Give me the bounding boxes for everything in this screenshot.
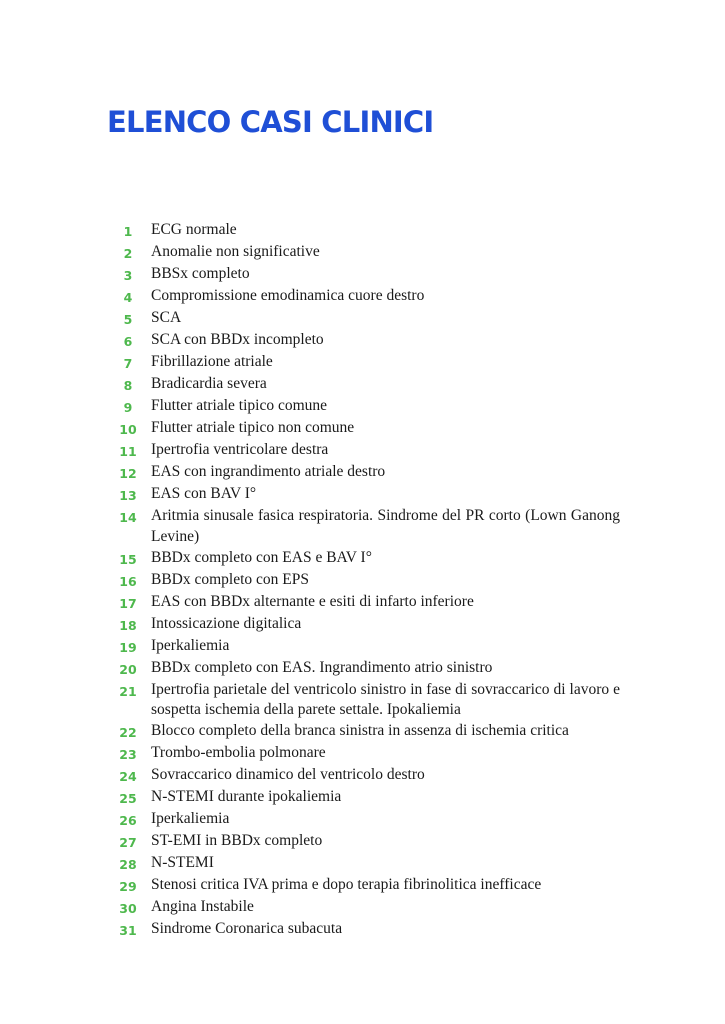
case-number: 22	[119, 725, 137, 741]
case-item	[105, 440, 620, 462]
case-number: 6	[123, 334, 133, 349]
case-label: BBDx completo con EPS	[151, 570, 310, 588]
case-number: 4	[123, 290, 133, 305]
case-number: 14	[119, 510, 137, 525]
case-number: 1	[123, 224, 133, 239]
case-item	[105, 787, 620, 809]
case-number: 31	[119, 923, 137, 939]
case-label: BBDx completo con EAS. Ingrandimento atrio sinistro	[151, 658, 493, 676]
case-number: 27	[119, 835, 137, 851]
case-item	[105, 897, 620, 919]
case-number: 17	[119, 595, 137, 611]
case-label: Flutter atriale tipico non comune	[151, 419, 355, 436]
case-item	[105, 220, 620, 242]
case-list	[105, 220, 620, 941]
case-item	[105, 352, 620, 374]
case-item	[105, 396, 620, 418]
case-number: 8	[123, 378, 133, 393]
case-item	[105, 548, 620, 570]
case-number: 23	[119, 747, 137, 763]
case-item	[105, 765, 620, 787]
case-item	[105, 286, 620, 308]
case-number: 7	[123, 356, 133, 371]
case-item	[105, 308, 620, 330]
case-number: 2	[123, 246, 133, 261]
case-item	[105, 853, 620, 875]
case-number: 28	[119, 857, 137, 873]
case-number: 15	[119, 551, 137, 567]
case-item	[105, 636, 620, 658]
case-number: 21	[119, 683, 137, 699]
case-number: 25	[119, 791, 137, 807]
case-item	[105, 680, 620, 722]
case-item	[105, 919, 620, 941]
case-number: 3	[123, 268, 133, 283]
case-label: Angina Instabile	[151, 898, 254, 916]
case-number: 29	[119, 879, 137, 895]
case-label: Ipertrofia parietale del ventricolo sinistro in fase di sovraccarico di lavoro e sospetta ischemia della parete settale. Ipokaliemia	[151, 680, 620, 719]
case-label: Trombo-embolia polmonare	[151, 744, 326, 762]
case-label: Blocco completo della branca sinistra in assenza di ischemia critica	[151, 722, 569, 740]
case-number: 24	[119, 769, 137, 785]
case-number: 11	[119, 444, 137, 459]
case-number: 9	[123, 400, 133, 415]
case-label: Aritmia sinusale fasica respiratoria. Sindrome del PR corto (Lown Ganong Levine)	[151, 507, 620, 545]
case-item	[105, 875, 620, 897]
case-label: SCA con BBDx incompleto	[151, 331, 324, 348]
case-number: 5	[123, 312, 133, 327]
case-item	[105, 743, 620, 765]
page-title: ELENCO CASI CLINICI	[107, 105, 434, 139]
case-number: 19	[119, 639, 137, 655]
case-label: Ipertrofia ventricolare destra	[151, 441, 329, 458]
case-item	[105, 374, 620, 396]
case-item	[105, 506, 620, 548]
case-label: Fibrillazione atriale	[151, 353, 273, 370]
case-label: ST-EMI in BBDx completo	[151, 832, 323, 850]
case-item	[105, 592, 620, 614]
case-label: EAS con BAV I°	[151, 485, 257, 502]
case-label: BBSx completo	[151, 265, 250, 282]
case-number: 10	[119, 422, 137, 437]
case-label: ECG normale	[151, 221, 237, 238]
case-label: N-STEMI durante ipokaliemia	[151, 788, 342, 806]
case-label: N-STEMI	[151, 854, 214, 872]
case-item	[105, 462, 620, 484]
case-item	[105, 418, 620, 440]
case-label: Flutter atriale tipico comune	[151, 397, 328, 414]
case-number: 26	[119, 813, 137, 829]
case-item	[105, 831, 620, 853]
case-label: Sovraccarico dinamico del ventricolo destro	[151, 766, 425, 784]
case-number: 12	[119, 466, 137, 481]
case-item	[105, 658, 620, 680]
case-number: 18	[119, 617, 137, 633]
case-item	[105, 809, 620, 831]
case-number: 13	[119, 488, 137, 503]
case-item	[105, 614, 620, 636]
case-number: 20	[119, 661, 137, 677]
case-item	[105, 721, 620, 743]
case-label: Anomalie non significative	[151, 243, 320, 260]
case-label: BBDx completo con EAS e BAV I°	[151, 548, 372, 566]
case-item	[105, 242, 620, 264]
case-label: Compromissione emodinamica cuore destro	[151, 287, 425, 304]
case-item	[105, 330, 620, 352]
case-label: SCA	[151, 309, 182, 326]
case-label: EAS con ingrandimento atriale destro	[151, 463, 386, 480]
case-label: EAS con BBDx alternante e esiti di infarto inferiore	[151, 592, 474, 610]
case-number: 30	[119, 901, 137, 917]
case-item	[105, 264, 620, 286]
case-label: Iperkaliemia	[151, 636, 230, 654]
case-label: Stenosi critica IVA prima e dopo terapia fibrinolitica inefficace	[151, 876, 542, 894]
case-label: Bradicardia severa	[151, 375, 267, 392]
case-label: Iperkaliemia	[151, 810, 230, 828]
case-item	[105, 484, 620, 506]
case-label: Intossicazione digitalica	[151, 614, 302, 632]
case-number: 16	[119, 573, 137, 589]
case-item	[105, 570, 620, 592]
case-label: Sindrome Coronarica subacuta	[151, 920, 343, 938]
